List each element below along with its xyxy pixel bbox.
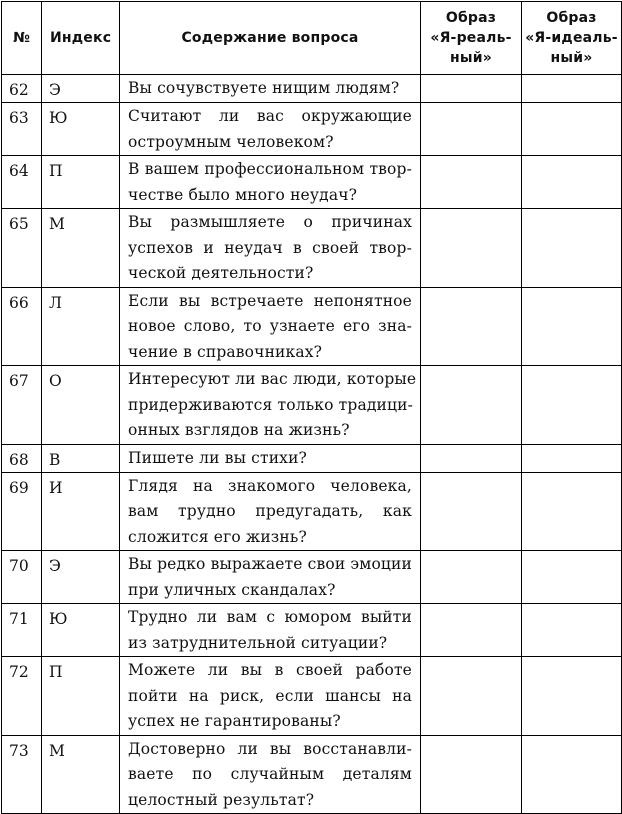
question-text: [120, 444, 421, 472]
answer-self-real-cell[interactable]: [421, 657, 522, 736]
question-text: [120, 156, 421, 209]
answer-self-real-cell[interactable]: [421, 366, 522, 445]
question-row: [2, 103, 622, 156]
question-text: [120, 366, 421, 445]
question-text-line: онных взглядов на жизнь?: [128, 421, 350, 439]
question-index: М: [42, 209, 120, 288]
answer-self-ideal-cell[interactable]: [522, 366, 622, 445]
question-number: 62: [2, 75, 42, 103]
header-row: [2, 2, 622, 75]
answer-self-ideal-cell[interactable]: [522, 444, 622, 472]
question-text: [120, 287, 421, 366]
answer-self-ideal-cell[interactable]: [522, 735, 622, 814]
question-number: 70: [2, 551, 42, 604]
question-row: [2, 657, 622, 736]
question-index: Э: [42, 75, 120, 103]
question-row: [2, 604, 622, 657]
question-index: Ю: [42, 103, 120, 156]
question-text-line: Вы размышляете о причинах: [128, 213, 412, 231]
question-number: 73: [2, 735, 42, 814]
question-index: П: [42, 657, 120, 736]
question-index: М: [42, 735, 120, 814]
question-number: 72: [2, 657, 42, 736]
question-index: И: [42, 472, 120, 551]
question-index: Ю: [42, 604, 120, 657]
answer-self-ideal-cell[interactable]: [522, 103, 622, 156]
question-row: [2, 156, 622, 209]
answer-self-ideal-cell[interactable]: [522, 209, 622, 288]
question-text-line: Если вы встречаете непонятное: [128, 291, 412, 310]
answer-self-ideal-cell[interactable]: [522, 287, 622, 366]
answer-self-real-cell[interactable]: [421, 209, 522, 288]
answer-self-real-cell[interactable]: [421, 156, 522, 209]
question-rows: [2, 75, 622, 814]
answer-self-real-cell[interactable]: [421, 735, 522, 814]
question-text-line: остроумным человеком?: [128, 132, 334, 151]
question-text: [120, 209, 421, 288]
header-self-real-line: «Я-реаль-: [430, 30, 512, 46]
question-number: 69: [2, 472, 42, 551]
header-self-ideal-line: «Я-идеаль-: [525, 30, 618, 46]
header-question-content: Содержание вопроса: [120, 2, 421, 75]
question-index: О: [42, 366, 120, 445]
questionnaire-table: [1, 1, 622, 814]
answer-self-real-cell[interactable]: [421, 472, 522, 551]
question-number: 65: [2, 209, 42, 288]
question-text: [120, 103, 421, 156]
question-row: [2, 735, 622, 814]
question-text-line: Можете ли вы в своей работе: [128, 661, 412, 679]
question-row: [2, 472, 622, 551]
question-text-line: В вашем профессиональном твор-: [128, 160, 412, 178]
answer-self-real-cell[interactable]: [421, 604, 522, 657]
question-index: Л: [42, 287, 120, 366]
question-text-line: Достоверно ли вы восстанавли-: [128, 739, 412, 758]
question-text-line: при уличных скандалах?: [128, 580, 336, 599]
header-index: Индекс: [42, 2, 120, 75]
question-row: [2, 209, 622, 288]
question-text-line: целостный результат?: [128, 790, 315, 809]
question-text-line: Считают ли вас окружающие: [128, 107, 412, 125]
question-text-line: новое слово, то узнаете его зна-: [128, 317, 412, 335]
question-text-line: Трудно ли вам с юмором выйти: [128, 608, 412, 626]
question-text-line: ваете по случайным деталям: [128, 765, 412, 783]
question-number: 63: [2, 103, 42, 156]
question-text-line: успех не гарантированы?: [128, 712, 341, 730]
answer-self-real-cell[interactable]: [421, 551, 522, 604]
question-text: [120, 657, 421, 736]
question-row: [2, 75, 622, 103]
question-row: [2, 366, 622, 445]
answer-self-real-cell[interactable]: [421, 444, 522, 472]
answer-self-ideal-cell[interactable]: [522, 156, 622, 209]
question-row: [2, 551, 622, 604]
question-number: 66: [2, 287, 42, 366]
question-number: 68: [2, 444, 42, 472]
header-self-ideal-line: Образ: [546, 10, 597, 26]
question-row: [2, 287, 622, 366]
answer-self-ideal-cell[interactable]: [522, 472, 622, 551]
answer-self-real-cell[interactable]: [421, 75, 522, 103]
question-text: [120, 551, 421, 604]
question-text-line: чение в справочниках?: [128, 342, 323, 361]
header-self-real: [421, 2, 522, 75]
question-text: [120, 735, 421, 814]
header-self-ideal: [522, 2, 622, 75]
question-text-line: Вы редко выражаете свои эмоции: [128, 555, 413, 573]
question-row: [2, 444, 622, 472]
question-text-line: из затруднительной ситуации?: [128, 633, 388, 652]
question-text-line: Пишете ли вы стихи?: [128, 448, 308, 467]
question-text-line: вам трудно предугадать, как: [128, 502, 412, 520]
answer-self-ideal-cell[interactable]: [522, 604, 622, 657]
question-text-line: сложится его жизнь?: [128, 527, 307, 546]
question-text-line: Вы сочувствуете нищим людям?: [128, 79, 400, 97]
question-text-line: Интересуют ли вас люди, которые: [128, 370, 417, 388]
question-text: [120, 604, 421, 657]
answer-self-real-cell[interactable]: [421, 287, 522, 366]
header-self-ideal-line: ный»: [550, 50, 593, 66]
question-text: [120, 472, 421, 551]
answer-self-ideal-cell[interactable]: [522, 657, 622, 736]
header-self-real-line: ный»: [450, 50, 492, 66]
header-self-real-line: Образ: [445, 10, 497, 26]
question-index: В: [42, 444, 120, 472]
question-text-line: Глядя на знакомого человека,: [128, 476, 412, 495]
question-index: П: [42, 156, 120, 209]
question-number: 64: [2, 156, 42, 209]
question-text-line: успехов и неудач в своей твор-: [128, 238, 412, 257]
question-number: 67: [2, 366, 42, 445]
question-text: [120, 75, 421, 103]
answer-self-ideal-cell[interactable]: [522, 551, 622, 604]
answer-self-ideal-cell[interactable]: [522, 75, 622, 103]
question-text-line: ческой деятельности?: [128, 264, 314, 282]
question-text-line: придерживаются только традици-: [128, 395, 414, 414]
question-text-line: честве было много неудач?: [128, 185, 358, 204]
question-index: Э: [42, 551, 120, 604]
question-number: 71: [2, 604, 42, 657]
header-number: №: [2, 2, 42, 75]
question-text-line: пойти на риск, если шансы на: [128, 686, 412, 705]
answer-self-real-cell[interactable]: [421, 103, 522, 156]
